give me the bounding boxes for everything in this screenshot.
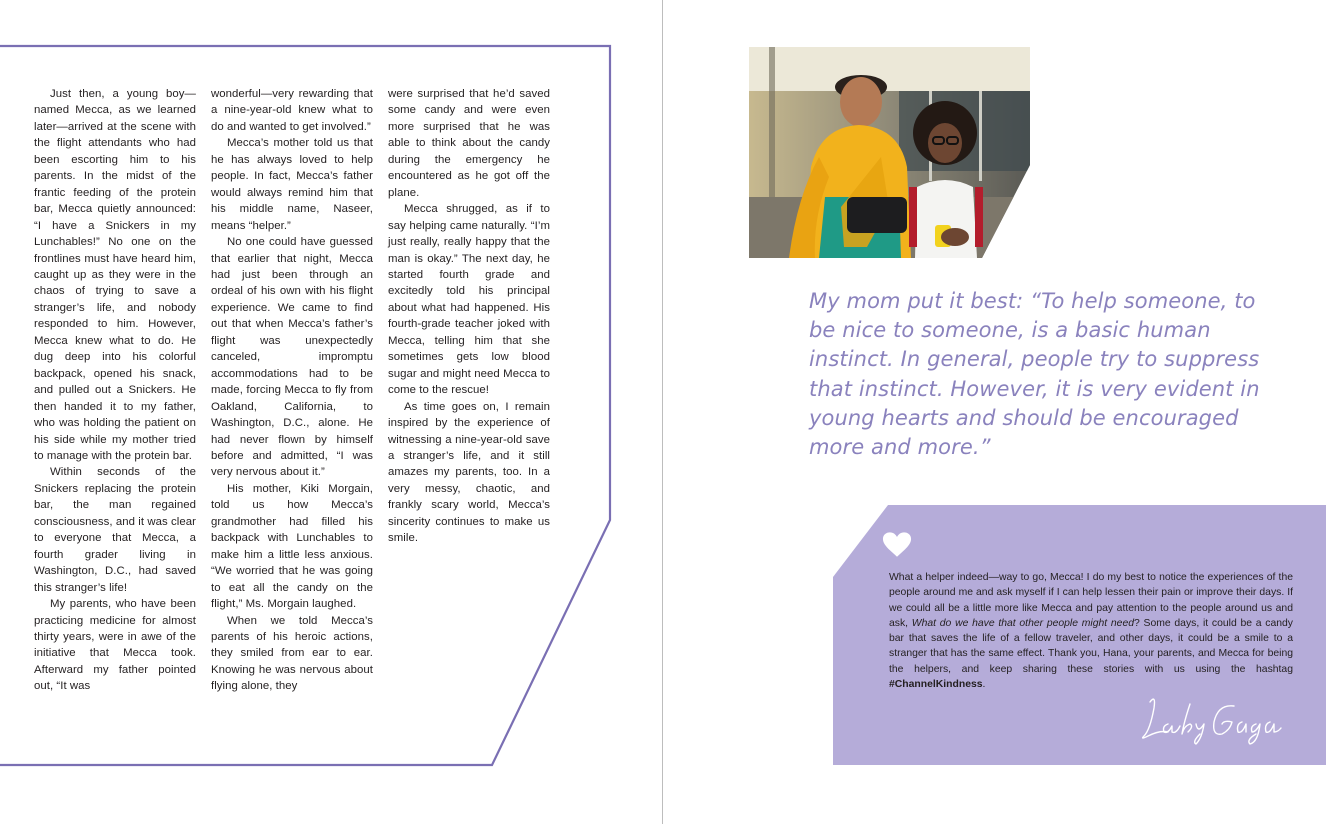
note-text — [889, 570, 1293, 692]
page-gutter — [662, 0, 663, 824]
note-text-part2: ? Some days, it could be a candy bar that saves the life of a fellow traveler, and other days, it could be a smile to a stranger that has the same effect. Thank you, Hana, your parents, and Mecca for being the helpers, and keep sharing these stories with us using the hashtag — [889, 617, 1293, 675]
lady-gaga-signature — [1138, 690, 1283, 745]
note-paragraph — [889, 570, 1293, 692]
note-text-end: . — [982, 679, 986, 691]
article-paragraph: Within seconds of the Snickers replacing the protein bar, the man regained consciousness, and it was clear to everyone that Mecca, a fourth grader living in Washington, D.C., had saved this stranger’s life! — [34, 466, 196, 594]
article-paragraph: Mecca shrugged, as if to say helping came naturally. “I’m just really, really happy that the man is okay.” The next day, he started fourth grade and excitedly told his principal about what had happened. His fourth-grade teacher joked with Mecca, telling him that she sometimes gets low blood sugar and might need Mecca to come to the rescue! — [388, 203, 550, 397]
article-paragraph: My parents, who have been practicing medicine for almost thirty years, were in awe of the initiative that Mecca took. Afterward my father pointed out, “It was — [34, 598, 196, 693]
note-text-part1: What a helper indeed—way to go, Mecca! I do my best to notice the experiences of the people around me and ask myself if I can help lessen their pain or improve their days. If we could all be a little more like Mecca and pay attention to the people around us and ask, — [889, 572, 1293, 629]
grandmother-and-boy-photo — [749, 47, 1030, 258]
article-paragraph: No one could have guessed that earlier that night, Mecca had just been through an ordeal of his own with his flight experience. We came to find out that when Mecca’s father’s flight was unexpectedly canceled, impromptu accommodations had to be made, forcing Mecca to fly from Oakland, California, to Washington, D.C., alone. He had never flown by himself before and admitted, “I was very nervous about it.” — [211, 236, 373, 479]
note-text-italic: What do we have that other people might need — [911, 617, 1135, 629]
article-paragraph: were surprised that he’d saved some candy and were even more surprised that he was able to think about the candy during the emergency he encountered as he got off the plane. — [388, 88, 550, 199]
pull-quote-text: My mom put it best: “To help someone, to be nice to someone, is a basic human instinct. In general, people try to suppress that instinct. However, it is very evident in young hearts and should be encouraged more and more.” — [809, 289, 1260, 460]
article-body — [34, 86, 550, 736]
article-paragraph: When we told Mecca’s parents of his heroic actions, they smiled from ear to ear. Knowing he was nervous about flying alone, they — [211, 614, 373, 693]
pull-quote — [809, 287, 1279, 462]
article-paragraph: Mecca’s mother told us that he has always loved to help people. In fact, Mecca’s father would always remind him that his middle name, Naseer, means “helper.” — [211, 137, 373, 232]
heart-icon — [882, 531, 912, 558]
article-paragraph: As time goes on, I remain inspired by the experience of witnessing a nine-year-old save a stranger’s life, and it still amazes my parents, too. In a very messy, chaotic, and frankly scary world, Mecca’s sincerity continues to make us smile. — [388, 400, 550, 545]
article-paragraph: His mother, Kiki Morgain, told us how Mecca’s grandmother had filled his backpack with Lunchables to make him a little less anxious. “We worried that he was going to eat all the candy on the flight,” Ms. Morgain laughed. — [211, 482, 373, 611]
article-paragraph: wonderful—very rewarding that a nine-year-old knew what to do and wanted to get involved.” — [211, 88, 373, 133]
article-column-2 — [211, 86, 373, 736]
article-paragraph: Just then, a young boy—named Mecca, as we learned later—arrived at the scene with the flight attendants who had been escorting him to his parents. In the midst of the frantic feeding of the protein bar, Mecca quietly announced: “I have a Snickers in my Lunchables!” No one on the frontlines must have heard him, caught up as they were in the chaos of trying to save a stranger’s life, and nobody responded to him. However, Mecca knew what to do. He dug deep into his colorful backpack, opened his snack, and pulled out a Snickers. He then handed it to my father, who was holding the patient on his side while my mother tried to manage with the protein bar. — [34, 88, 196, 462]
hashtag: #ChannelKindness — [889, 679, 983, 691]
article-column-3 — [388, 86, 550, 736]
article-column-1 — [34, 86, 196, 736]
